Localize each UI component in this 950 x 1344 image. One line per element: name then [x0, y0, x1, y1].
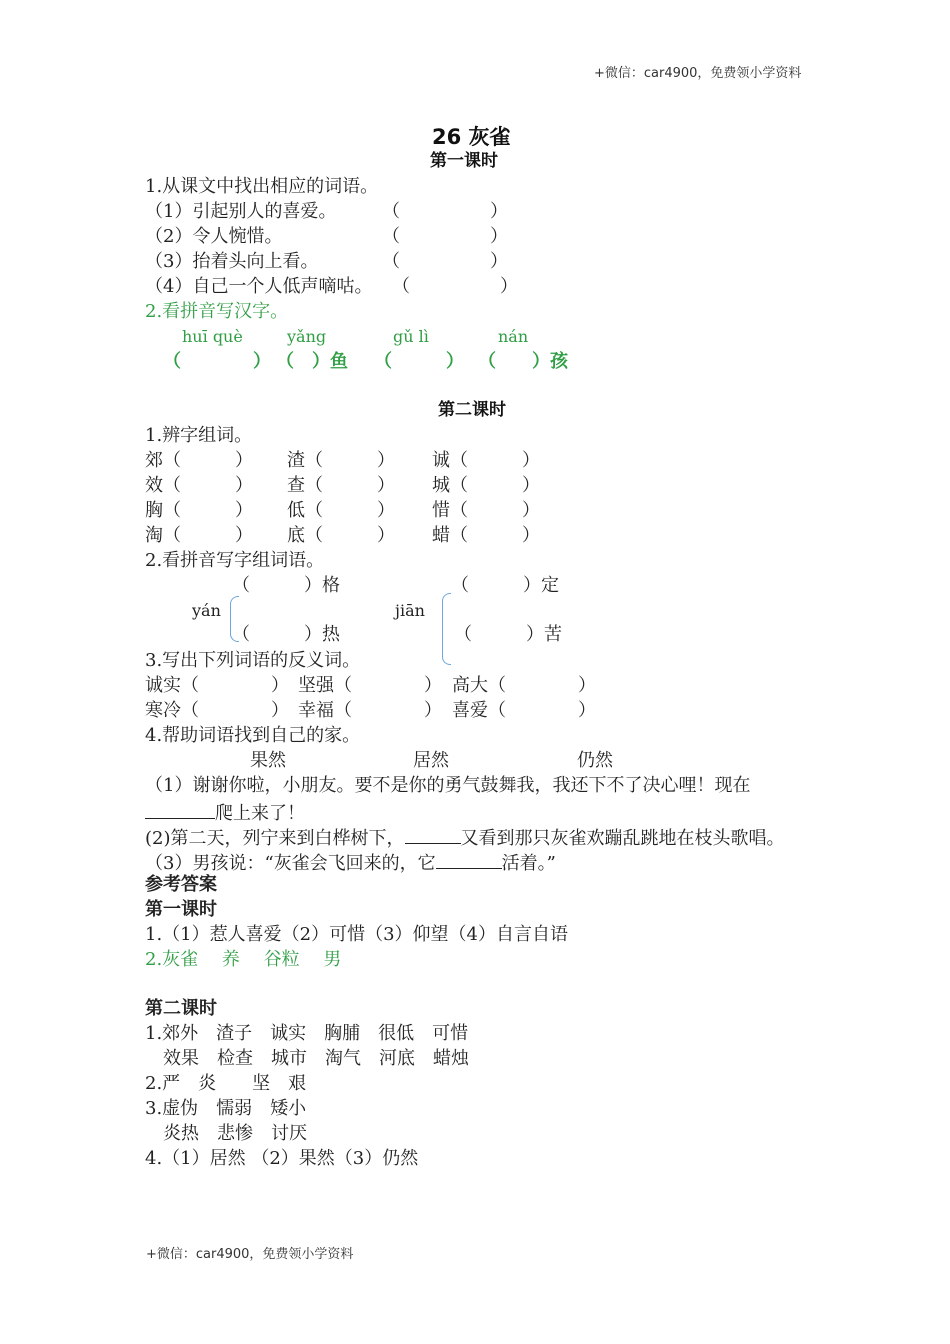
sentence-text: 爬上来了！ [215, 803, 305, 824]
watermark-bottom: +微信：car4900，免费领小学资料 [146, 1247, 354, 1262]
char-cell: 诚（ ） [432, 450, 540, 471]
answer-line: 1.（1）惹人喜爱（2）可惜（3）仰望（4）自言自语 [145, 924, 568, 945]
fill-blank[interactable] [436, 852, 502, 869]
lesson1-heading: 第一课时 [430, 151, 498, 171]
sentence-text: 活着。” [501, 853, 556, 874]
l2-q4-prompt: 4.帮助词语找到自己的家。 [145, 725, 361, 746]
answer-line: 效果 检查 城市 淘气 河底 蜡烛 [145, 1048, 469, 1069]
antonym-cell: 喜爱（ ） [452, 700, 596, 721]
answer-line: 2.严 炎 坚 艰 [145, 1073, 307, 1094]
l1-q1-paren: （ ） [382, 251, 508, 272]
word-option: 居然 [413, 750, 449, 771]
char-cell: 底（ ） [287, 525, 395, 546]
pinyin-blank: （ ）格 [232, 575, 340, 596]
page-title: 26 灰雀 [432, 125, 511, 149]
char-cell: 查（ ） [287, 475, 395, 496]
word-option: 果然 [250, 750, 286, 771]
pinyin-label: yǎng [287, 327, 327, 346]
pinyin-label: huī què [182, 327, 243, 346]
l1-q1-paren: （ ） [382, 201, 508, 222]
l1-q1-paren: （ ） [382, 226, 508, 247]
l1-q1-prompt: 1.从课文中找出相应的词语。 [145, 176, 379, 197]
lesson2-heading: 第二课时 [438, 400, 506, 420]
sentence-2 [145, 827, 785, 848]
l2-q2-prompt: 2.看拼音写字组词语。 [145, 550, 325, 571]
char-cell: 蜡（ ） [432, 525, 540, 546]
char-cell: 低（ ） [287, 500, 395, 521]
sentence-text: 又看到那只灰雀欢蹦乱跳地在枝头歌唱。 [460, 828, 785, 849]
pinyin-blank: （ ）定 [451, 575, 559, 596]
sentence-3 [145, 852, 556, 873]
answer-line: 炎热 悲惨 讨厌 [145, 1123, 307, 1144]
l1-q1-item: （3）抬着头向上看。 [145, 251, 319, 272]
antonym-cell: 诚实（ ） [145, 675, 289, 696]
answer-cell: （ ） [163, 351, 271, 372]
answer-cell: （ ）孩 [478, 351, 568, 372]
fill-blank[interactable] [405, 827, 461, 844]
fill-blank[interactable] [145, 802, 215, 819]
sentence-1-cont [145, 802, 305, 823]
l2-q3-prompt: 3.写出下列词语的反义词。 [145, 650, 361, 671]
l2-q1-prompt: 1.辨字组词。 [145, 425, 253, 446]
pinyin-blank: （ ）苦 [454, 624, 562, 645]
sentence-text: (2)第二天，列宁来到白桦树下， [145, 828, 405, 849]
l1-q1-item: （2）令人惋惜。 [145, 226, 283, 247]
l1-q1-paren: （ ） [392, 276, 518, 297]
pinyin-label: gǔ lì [393, 327, 429, 346]
char-cell: 惜（ ） [432, 500, 540, 521]
answer-cell: （ ） [374, 351, 464, 372]
antonym-cell: 高大（ ） [452, 675, 596, 696]
answer-line: 1.郊外 渣子 诚实 胸脯 很低 可惜 [145, 1023, 469, 1044]
sentence-1: （1）谢谢你啦，小朋友。要不是你的勇气鼓舞我，我还下不了决心哩！现在 [145, 775, 751, 796]
watermark-top: +微信：car4900，免费领小学资料 [594, 66, 802, 81]
answers-l1-heading: 第一课时 [145, 899, 217, 920]
word-option: 仍然 [577, 750, 613, 771]
answer-line: 2.灰雀 养 谷粒 男 [145, 949, 342, 970]
answers-heading: 参考答案 [145, 874, 217, 895]
brace-icon [442, 593, 451, 665]
pinyin-label: jiān [395, 601, 425, 620]
char-cell: 郊（ ） [145, 450, 253, 471]
pinyin-label: nán [498, 327, 529, 346]
char-cell: 胸（ ） [145, 500, 253, 521]
char-cell: 效（ ） [145, 475, 253, 496]
answers-l2-heading: 第二课时 [145, 998, 217, 1019]
l1-q1-item: （1）引起别人的喜爱。 [145, 201, 337, 222]
sentence-text: （3）男孩说：“灰雀会飞回来的，它 [145, 853, 436, 874]
antonym-cell: 寒冷（ ） [145, 700, 289, 721]
pinyin-label: yán [192, 601, 221, 620]
char-cell: 淘（ ） [145, 525, 253, 546]
pinyin-blank: （ ）热 [232, 624, 340, 645]
l1-q2-prompt: 2.看拼音写汉字。 [145, 301, 289, 322]
answer-line: 4.（1）居然 （2）果然（3）仍然 [145, 1148, 419, 1169]
antonym-cell: 坚强（ ） [298, 675, 442, 696]
antonym-cell: 幸福（ ） [298, 700, 442, 721]
char-cell: 渣（ ） [287, 450, 395, 471]
answer-cell: （ ）鱼 [276, 351, 348, 372]
answer-line: 3.虚伪 懦弱 矮小 [145, 1098, 307, 1119]
l1-q1-item: （4）自己一个人低声嘀咕。 [145, 276, 373, 297]
char-cell: 城（ ） [432, 475, 540, 496]
